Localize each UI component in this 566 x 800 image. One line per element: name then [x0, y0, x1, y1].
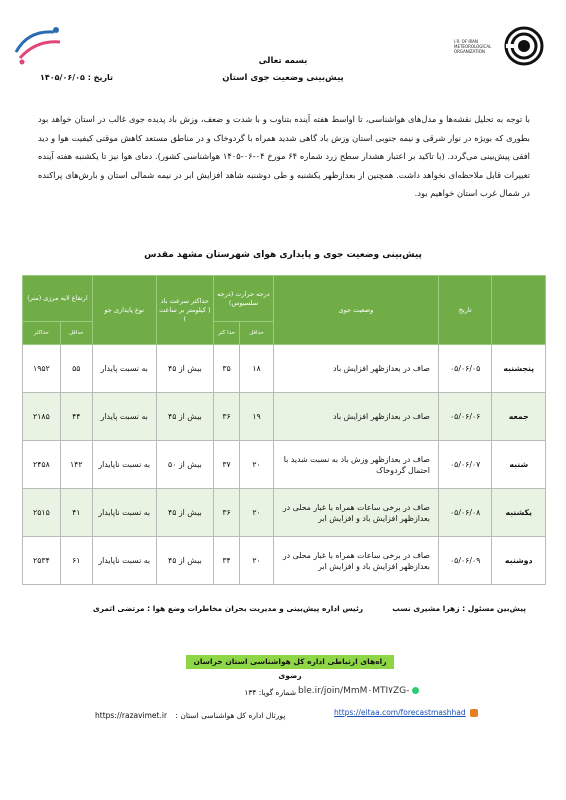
- header-wind: حداکثر سرعت باد ( کیلومتر بر ساعت ): [156, 276, 213, 345]
- row-condition: صاف در برخی ساعات همراه با غبار محلی در بعدازظهر افزایش باد و افزایش ابر: [273, 537, 438, 585]
- row-stability: به نسبت ناپایدار: [92, 537, 156, 585]
- row-date: ۰۵/۰۶/۰۷: [438, 441, 492, 489]
- row-mixing-min: ۶۱: [60, 537, 92, 585]
- row-mixing-min: ۴۱: [60, 489, 92, 537]
- row-date: ۰۵/۰۶/۰۵: [438, 345, 492, 393]
- row-temp-max: ۳۶: [214, 393, 240, 441]
- row-mixing-max: ۱۹۵۲: [23, 345, 61, 393]
- row-wind: بیش از ۴۵: [156, 537, 213, 585]
- bale-link-line[interactable]: [298, 686, 419, 696]
- row-condition: صاف در بعدازظهر افزایش باد: [273, 345, 438, 393]
- table-row: [23, 537, 546, 585]
- row-temp-max: ۳۴: [214, 537, 240, 585]
- header-mixing-min: حداقل: [60, 322, 92, 345]
- row-date: ۰۵/۰۶/۰۹: [438, 537, 492, 585]
- row-date: ۰۵/۰۶/۰۶: [438, 393, 492, 441]
- table-row: [23, 489, 546, 537]
- row-stability: به نسبت پایدار: [92, 345, 156, 393]
- row-mixing-min: ۴۴: [60, 393, 92, 441]
- report-date: تاریخ : ۱۴۰۵/۰۶/۰۵: [40, 73, 114, 82]
- table-row: [23, 393, 546, 441]
- row-day: شنبه: [492, 441, 546, 489]
- department-head-signature: رئیس اداره پیش‌بینی و مدیریت بحران مخاطرات وضع هوا : مرتضی اثمری: [92, 604, 364, 613]
- table-title: پیش‌بینی وضعیت جوی و پایداری هوای شهرستان مشهد مقدس: [144, 250, 422, 260]
- header-temperature: درجه حرارت (درجه سلسیوس): [214, 276, 274, 322]
- row-condition: صاف در برخی ساعات همراه با غبار محلی در بعدازظهر افزایش باد و افزایش ابر: [273, 489, 438, 537]
- header-stability: نوع پایداری جو: [92, 276, 156, 345]
- table-row: [23, 345, 546, 393]
- forecast-table: [22, 275, 546, 585]
- row-mixing-min: ۵۵: [60, 345, 92, 393]
- row-temp-max: ۳۶: [214, 489, 240, 537]
- row-condition: صاف در بعدازظهر وزش باد به نسبت شدید با احتمال گردوخاک: [273, 441, 438, 489]
- row-day: دوشنبه: [492, 537, 546, 585]
- row-day: یکشنبه: [492, 489, 546, 537]
- row-temp-min: ۱۸: [240, 345, 274, 393]
- row-mixing-max: ۲۴۵۸: [23, 441, 61, 489]
- row-stability: به نسبت ناپایدار: [92, 489, 156, 537]
- row-mixing-max: ۲۵۱۵: [23, 489, 61, 537]
- phone-number: شماره گویا: ۱۳۴: [244, 688, 296, 697]
- header-mixing-max: حداکثر: [23, 322, 61, 345]
- contact-banner: راه‌های ارتباطی اداره کل هواشناسی استان خراسان رضوی: [186, 655, 394, 669]
- row-day: جمعه: [492, 393, 546, 441]
- page-title: پیش‌بینی وضعیت جوی استان: [222, 73, 344, 83]
- header-temp-min: حداقل: [240, 322, 274, 345]
- forecast-summary-paragraph: با توجه به تحلیل نقشه‌ها و مدل‌های هواشناسی، تا اواسط هفته آینده بتناوب و با شدت و ضعف، وزش باد پدیده جوی غالب در استان خواهد بود بطوری که بویژه در نوار شرقی و نیمه جنوبی استان وزش باد گاهی شدید همراه با گردوخاک و در مناطق مستعد کاهش موقتی کیفیت هوا و دید افقی پیش‌بینی می‌گردد. (با تاکید بر اعتبار هشدار سطح زرد شماره ۶۴ مورخ ۰۴-۰۶-۱۴۰۵ هواشناسی کشور). دمای هوا نیز تا یکشنبه هفته آینده تغییرات قابل ملاحظه‌ای نخواهد داشت. همچنین از بعدازظهر یکشنبه و طی دوشنبه شاهد افزایش ابر در نیمه شمالی استان و بارش‌های پراکنده در شمال غرب استان خواهیم بود.: [38, 114, 530, 198]
- row-temp-min: ۱۹: [240, 393, 274, 441]
- eitaa-link[interactable]: https://eitaa.com/forecastmashhad: [334, 708, 466, 717]
- row-condition: صاف در بعدازظهر افزایش باد: [273, 393, 438, 441]
- bale-icon: [412, 687, 419, 694]
- bismillah: بسمه تعالی: [258, 56, 308, 66]
- row-mixing-min: ۱۴۲: [60, 441, 92, 489]
- eitaa-icon: [470, 709, 478, 717]
- row-stability: به نسبت پایدار: [92, 393, 156, 441]
- portal-link[interactable]: https://razavimet.ir: [95, 711, 168, 720]
- row-wind: بیش از ۴۵: [156, 489, 213, 537]
- forecaster-signature: پیش‌بین مسئول : زهرا مشیری نسب: [392, 604, 526, 613]
- eitaa-link-line[interactable]: [334, 708, 478, 717]
- header-condition: وضعیت جوی: [273, 276, 438, 345]
- organization-name: I.R. OF IRAN METEOROLOGICAL ORGANIZATION: [454, 38, 492, 54]
- header-day: [492, 276, 546, 345]
- row-temp-max: ۳۷: [214, 441, 240, 489]
- row-mixing-max: ۲۱۸۵: [23, 393, 61, 441]
- row-wind: بیش از ۵۰: [156, 441, 213, 489]
- row-temp-min: ۲۰: [240, 537, 274, 585]
- portal-line: [95, 711, 285, 720]
- row-mixing-max: ۲۵۳۴: [23, 537, 61, 585]
- row-wind: بیش از ۴۵: [156, 345, 213, 393]
- row-temp-min: ۲۰: [240, 441, 274, 489]
- row-stability: به نسبت ناپایدار: [92, 441, 156, 489]
- row-temp-max: ۳۵: [214, 345, 240, 393]
- row-day: پنجشنبه: [492, 345, 546, 393]
- bale-link[interactable]: ble.ir/join/MmM۰MTI۷ZG-: [298, 686, 410, 696]
- table-row: [23, 441, 546, 489]
- row-date: ۰۵/۰۶/۰۸: [438, 489, 492, 537]
- row-wind: بیش از ۴۵: [156, 393, 213, 441]
- header-temp-max: حدا کثر: [214, 322, 240, 345]
- header-mixing-height: ارتفاع لایه مرزی (متر): [23, 276, 93, 322]
- row-temp-min: ۲۰: [240, 489, 274, 537]
- header-date: تاریخ: [438, 276, 492, 345]
- portal-label: پورتال اداره کل هواشناسی استان :: [175, 711, 286, 720]
